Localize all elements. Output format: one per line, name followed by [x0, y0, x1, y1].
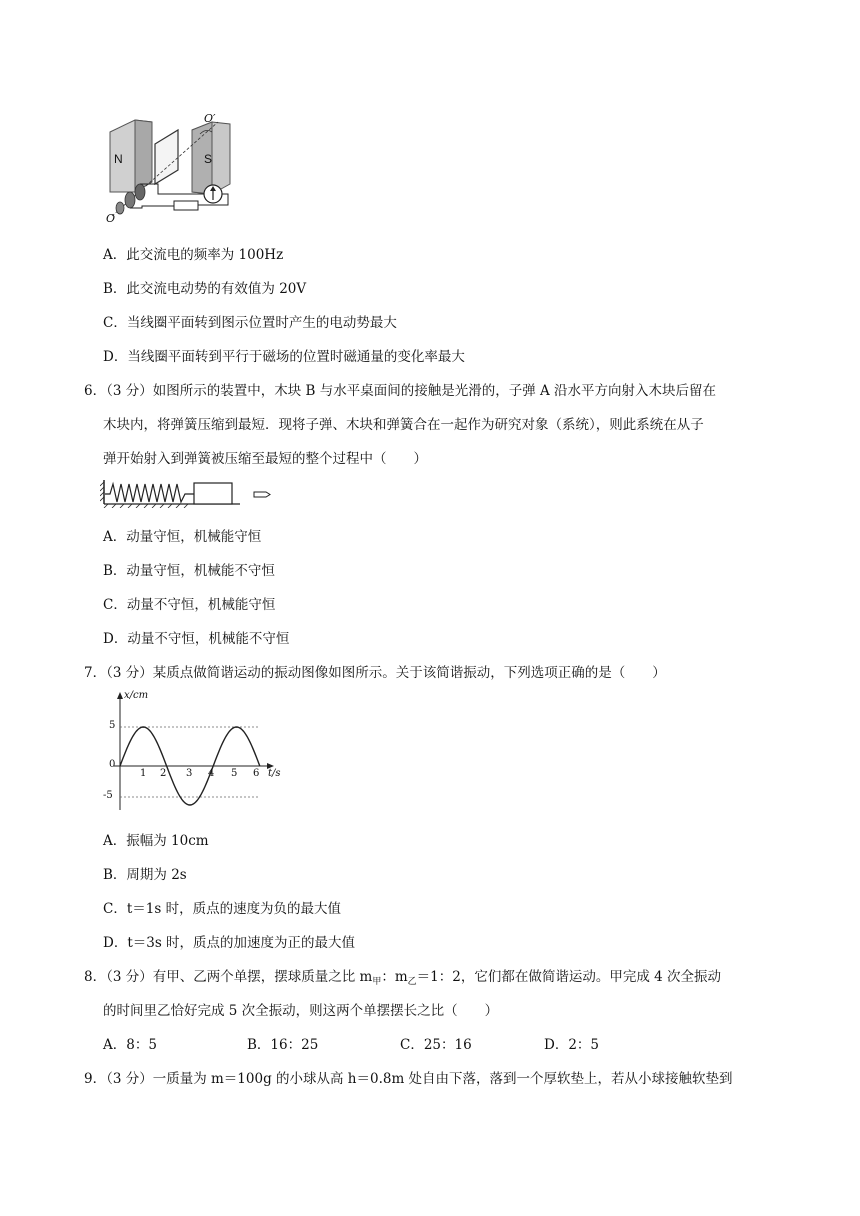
q8-sub-yi: 乙: [407, 977, 417, 987]
oscillation-graph: [100, 690, 280, 815]
q7-stem-line1: 7．（3 分）某质点做简谐运动的振动图像如图所示。关于该简谐振动，下列选项正确的是（ ）: [84, 665, 666, 681]
spring-block-figure: [100, 478, 275, 508]
q5-option-a: A．此交流电的频率为 100Hz: [103, 247, 284, 263]
q7-option-c: C．t＝1s 时，质点的速度为负的最大值: [103, 901, 342, 917]
q8-sub-jia: 甲: [372, 977, 382, 987]
q9-stem-line1: 9．（3 分）一质量为 m＝100g 的小球从高 h＝0.8m 处自由下落，落到一个厚软垫上，若从小球接触软垫到: [84, 1071, 733, 1087]
q6-option-c: C．动量不守恒，机械能守恒: [103, 597, 276, 613]
q6-option-b: B．动量守恒，机械能不守恒: [103, 563, 275, 579]
q8-option-c: C．25：16: [400, 1037, 472, 1053]
y-tick-0: 0: [109, 759, 116, 770]
q8-option-b: B．16：25: [247, 1037, 319, 1053]
q6-stem-line2: 木块内，将弹簧压缩到最短．现将子弹、木块和弹簧合在一起作为研究对象（系统），则此系统在从子: [103, 417, 704, 433]
q5-option-c: C．当线圈平面转到图示位置时产生的电动势最大: [103, 315, 397, 331]
q7-option-d: D．t＝3s 时，质点的加速度为正的最大值: [103, 935, 356, 951]
x-tick-6: 6: [253, 768, 260, 779]
q6-option-d: D．动量不守恒，机械能不守恒: [103, 631, 290, 647]
magnet-s-label: S: [204, 152, 213, 166]
q8-stem-pre: 8．（3 分）有甲、乙两个单摆，摆球质量之比 m: [84, 969, 373, 985]
q6-stem-line3: 弹开始射入到弹簧被压缩至最短的整个过程中（ ）: [103, 451, 427, 467]
x-tick-3: 3: [186, 768, 193, 779]
q8-stem-post: ＝1：2，它们都在做简谐运动。甲完成 4 次全振动: [416, 969, 722, 985]
q8-option-d: D．2：5: [544, 1037, 600, 1053]
x-tick-2: 2: [160, 768, 167, 779]
q8-stem-line2: 的时间里乙恰好完成 5 次全振动，则这两个单摆摆长之比（ ）: [103, 1003, 499, 1019]
axis-top-label: O′: [204, 112, 216, 125]
generator-figure: [100, 112, 240, 228]
y-tick-minus5: -5: [103, 790, 113, 801]
q5-option-d: D．当线圈平面转到平行于磁场的位置时磁通量的变化率最大: [103, 349, 465, 365]
q6-stem-line1: 6．（3 分）如图所示的装置中，木块 B 与水平桌面间的接触是光滑的，子弹 A 沿水平方向射入木块后留在: [84, 383, 717, 399]
x-tick-4: 4: [208, 768, 215, 779]
axis-bottom-label: O: [106, 212, 116, 225]
q7-option-b: B．周期为 2s: [103, 867, 187, 883]
q8-stem-mid: ：m: [381, 969, 408, 985]
q8-option-a: A．8：5: [103, 1037, 157, 1053]
q6-option-a: A．动量守恒，机械能守恒: [103, 529, 262, 545]
x-tick-1: 1: [140, 768, 147, 779]
y-axis-label: x/cm: [124, 690, 149, 701]
q8-stem-line1: [84, 967, 721, 992]
x-tick-5: 5: [231, 768, 238, 779]
q7-option-a: A．振幅为 10cm: [103, 833, 209, 849]
x-axis-label: t/s: [268, 768, 281, 779]
y-tick-5: 5: [109, 720, 116, 731]
q5-option-b: B．此交流电动势的有效值为 20V: [103, 281, 307, 297]
magnet-n-label: N: [114, 152, 123, 166]
